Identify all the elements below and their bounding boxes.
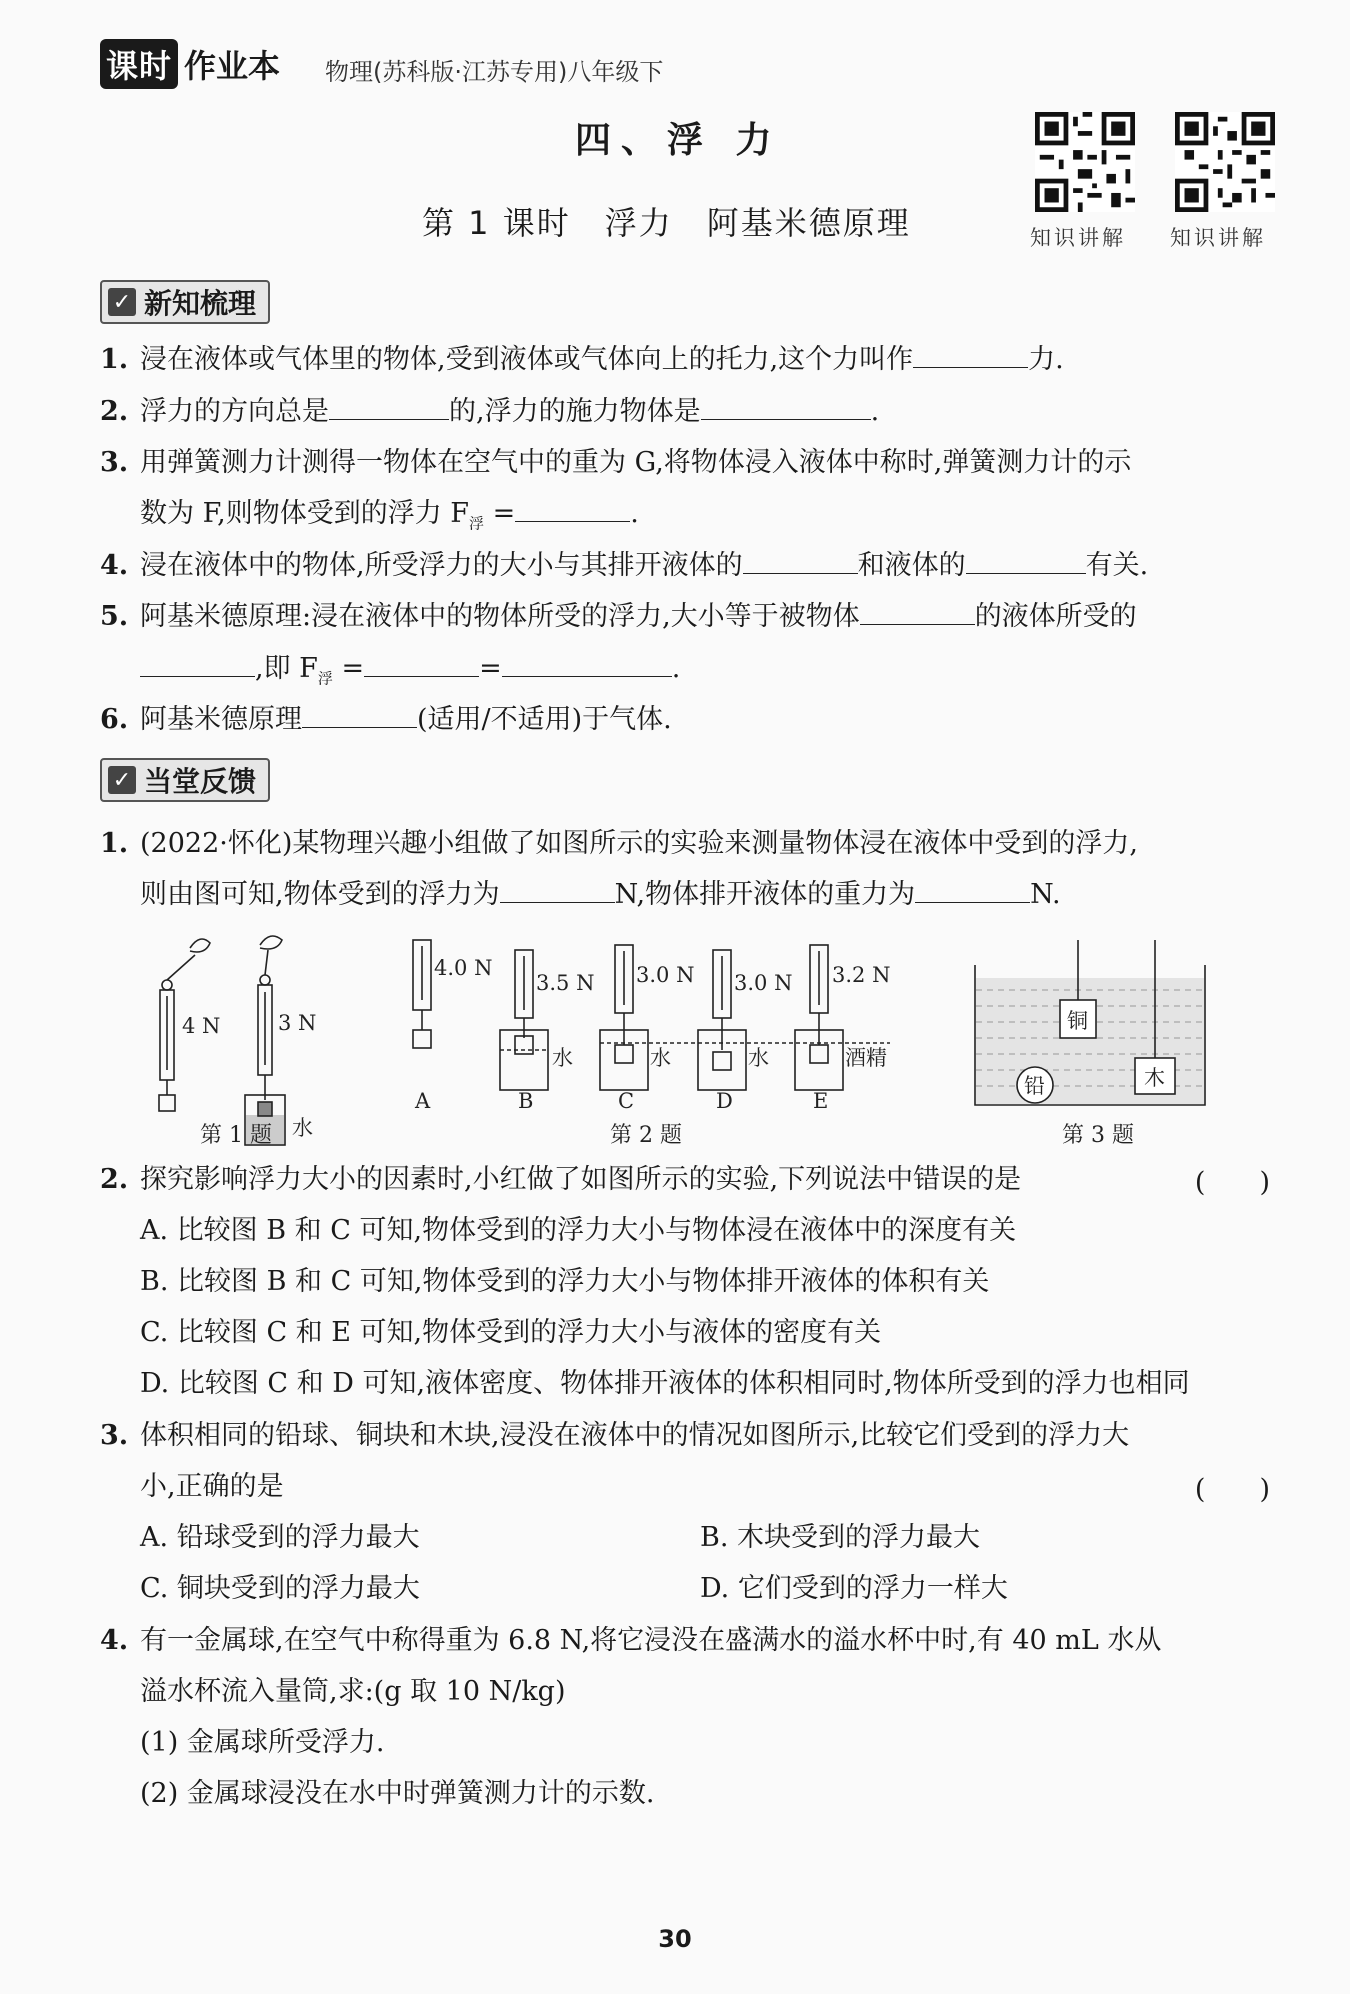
question-text: 探究影响浮力大小的因素时,小红做了如图所示的实验,下列说法中错误的是 xyxy=(140,1164,1022,1195)
block-label: 铜 xyxy=(1067,1009,1088,1033)
liquid-label: 水 xyxy=(292,1116,313,1140)
option-b[interactable]: B. 木块受到的浮力最大 xyxy=(700,1522,981,1553)
experiment-figures xyxy=(140,930,1250,1155)
figure-letter: B xyxy=(518,1089,534,1113)
question-text: (2022·怀化)某物理兴趣小组做了如图所示的实验来测量物体浸在液体中受到的浮力, xyxy=(140,828,1138,859)
question-1-5-cont xyxy=(140,649,680,698)
reading-label: 3.2 N xyxy=(832,963,891,987)
question-text: 溢水杯流入量筒,求:(g 取 10 N/kg) xyxy=(140,1676,566,1707)
question-1-1 xyxy=(100,340,1064,380)
answer-blank[interactable] xyxy=(966,547,1086,574)
figure-letter: C xyxy=(618,1089,635,1113)
checkbox-icon: ✓ xyxy=(108,288,136,316)
question-number: 3. xyxy=(100,447,129,478)
option-d[interactable]: D. 它们受到的浮力一样大 xyxy=(700,1573,1008,1604)
reading-label: 3.5 N xyxy=(536,971,595,995)
book-info: 物理(苏科版·江苏专用)八年级下 xyxy=(325,58,664,86)
question-1-4 xyxy=(100,546,1148,586)
answer-blank[interactable] xyxy=(329,393,449,420)
figure-letter: E xyxy=(813,1089,829,1113)
lesson-subtitle: 第 1 课时 浮力 阿基米德原理 xyxy=(422,204,911,242)
answer-blank[interactable] xyxy=(701,393,871,420)
figure-3 xyxy=(975,940,1205,1148)
ball-label: 铅 xyxy=(1024,1074,1045,1098)
question-2-3 xyxy=(100,1416,1129,1456)
question-text: 体积相同的铅球、铜块和木块,浸没在液体中的情况如图所示,比较它们受到的浮力大 xyxy=(140,1420,1130,1451)
question-text: 用弹簧测力计测得一物体在空气中的重为 G,将物体浸入液体中称时,弹簧测力计的示 xyxy=(140,447,1132,478)
answer-paren[interactable]: ( ) xyxy=(1194,1167,1270,1198)
qr-code-icon[interactable] xyxy=(1175,112,1275,212)
question-number: 3. xyxy=(100,1420,129,1451)
reading-label: 4.0 N xyxy=(434,956,493,980)
section-head-new-knowledge xyxy=(100,280,270,324)
question-2-2 xyxy=(100,1160,1021,1200)
question-1-2 xyxy=(100,392,879,432)
option-b[interactable]: B. 比较图 B 和 C 可知,物体受到的浮力大小与物体排开液体的体积有关 xyxy=(140,1266,990,1297)
question-number: 2. xyxy=(100,396,129,427)
question-2-1-cont xyxy=(140,875,1061,915)
option-d[interactable]: D. 比较图 C 和 D 可知,液体密度、物体排开液体的体积相同时,物体所受到的浮力也相同 xyxy=(140,1368,1190,1399)
section-head-feedback xyxy=(100,758,270,802)
question-text: 力. xyxy=(1028,344,1064,375)
figure-2 xyxy=(413,940,890,1148)
question-text: . xyxy=(870,396,880,427)
sub-question-1: (1) 金属球所受浮力. xyxy=(140,1727,385,1758)
question-text: N. xyxy=(1030,879,1061,910)
option-a[interactable]: A. 铅球受到的浮力最大 xyxy=(140,1522,420,1553)
answer-blank[interactable] xyxy=(502,650,672,677)
question-text: 数为 F,则物体受到的浮力 F xyxy=(140,498,470,529)
question-number: 4. xyxy=(100,550,129,581)
answer-paren[interactable]: ( ) xyxy=(1194,1474,1270,1505)
question-text: 阿基米德原理 xyxy=(140,704,302,735)
option-c[interactable]: C. 比较图 C 和 E 可知,物体受到的浮力大小与液体的密度有关 xyxy=(140,1317,882,1348)
question-text: = xyxy=(332,653,365,684)
answer-blank[interactable] xyxy=(860,598,975,625)
answer-blank[interactable] xyxy=(500,876,615,903)
brand-text: 作业本 xyxy=(184,47,281,85)
question-number: 6. xyxy=(100,704,129,735)
question-text: . xyxy=(630,498,639,529)
option-c[interactable]: C. 铜块受到的浮力最大 xyxy=(140,1573,420,1604)
question-text: 有一金属球,在空气中称得重为 6.8 N,将它浸没在盛满水的溢水杯中时,有 40 mL 水从 xyxy=(140,1625,1162,1656)
question-text: 的,浮力的施力物体是 xyxy=(449,396,701,427)
question-text: ,即 F xyxy=(255,653,318,684)
figure-1 xyxy=(159,936,316,1148)
question-text: 阿基米德原理:浸在液体中的物体所受的浮力,大小等于被物体 xyxy=(140,601,860,632)
figure-caption: 第 1 题 xyxy=(200,1123,272,1148)
answer-blank[interactable] xyxy=(364,650,479,677)
question-text: . xyxy=(671,653,681,684)
reading-label: 4 N xyxy=(182,1014,221,1038)
section-label: 新知梳理 xyxy=(144,287,257,320)
brand-logo xyxy=(100,42,280,86)
question-text: = xyxy=(479,653,502,684)
page-title: 四、浮 力 xyxy=(575,120,782,161)
checkbox-icon: ✓ xyxy=(108,766,136,794)
liquid-label: 水 xyxy=(748,1046,769,1070)
answer-blank[interactable] xyxy=(913,341,1028,368)
question-text: 浮力的方向总是 xyxy=(140,396,329,427)
question-text: 小,正确的是 xyxy=(140,1471,284,1502)
question-text: 的液体所受的 xyxy=(974,601,1137,632)
qr-label: 知识讲解 xyxy=(1030,226,1126,250)
option-a[interactable]: A. 比较图 B 和 C 可知,物体受到的浮力大小与物体浸在液体中的深度有关 xyxy=(140,1215,1017,1246)
question-text: 则由图可知,物体受到的浮力为 xyxy=(140,879,500,910)
brand-box: 课时 xyxy=(100,39,178,89)
question-text: 和液体的 xyxy=(857,550,966,581)
figure-caption: 第 2 题 xyxy=(610,1123,682,1148)
question-text: 浸在液体中的物体,所受浮力的大小与其排开液体的 xyxy=(140,550,743,581)
answer-blank[interactable] xyxy=(515,495,630,522)
question-number: 1. xyxy=(100,344,129,375)
liquid-label: 水 xyxy=(650,1046,671,1070)
block-label: 木 xyxy=(1144,1066,1165,1090)
question-text: (适用/不适用)于气体. xyxy=(417,704,672,735)
answer-blank[interactable] xyxy=(140,650,255,677)
figure-letter: A xyxy=(415,1089,431,1113)
question-1-5 xyxy=(100,597,1137,637)
figure-letter: D xyxy=(716,1089,733,1113)
qr-label: 知识讲解 xyxy=(1170,226,1266,250)
question-text: 浸在液体或气体里的物体,受到液体或气体向上的托力,这个力叫作 xyxy=(140,344,914,375)
question-number: 5. xyxy=(100,601,129,632)
page-number: 30 xyxy=(658,1925,692,1953)
question-number: 2. xyxy=(100,1164,129,1195)
reading-label: 3.0 N xyxy=(734,971,793,995)
sub-question-2: (2) 金属球浸没在水中时弹簧测力计的示数. xyxy=(140,1778,655,1809)
subscript: 浮 xyxy=(317,669,333,688)
question-2-4 xyxy=(100,1621,1161,1661)
question-1-3 xyxy=(100,443,1131,483)
answer-blank[interactable] xyxy=(302,701,417,728)
question-text: 有关. xyxy=(1085,550,1149,581)
reading-label: 3.0 N xyxy=(636,963,695,987)
liquid-label: 水 xyxy=(552,1046,573,1070)
subscript: 浮 xyxy=(469,514,485,533)
question-number: 1. xyxy=(100,828,129,859)
section-label: 当堂反馈 xyxy=(144,765,257,798)
question-text: N,物体排开液体的重力为 xyxy=(614,879,916,910)
question-2-1 xyxy=(100,824,1138,864)
question-1-6 xyxy=(100,700,672,740)
answer-blank[interactable] xyxy=(743,547,858,574)
figure-caption: 第 3 题 xyxy=(1062,1123,1134,1148)
question-1-3-cont xyxy=(140,494,639,543)
reading-label: 3 N xyxy=(278,1011,317,1035)
question-text: = xyxy=(484,498,516,529)
qr-code-icon[interactable] xyxy=(1035,112,1135,212)
question-number: 4. xyxy=(100,1625,129,1656)
liquid-label: 酒精 xyxy=(845,1046,887,1070)
answer-blank[interactable] xyxy=(915,876,1030,903)
